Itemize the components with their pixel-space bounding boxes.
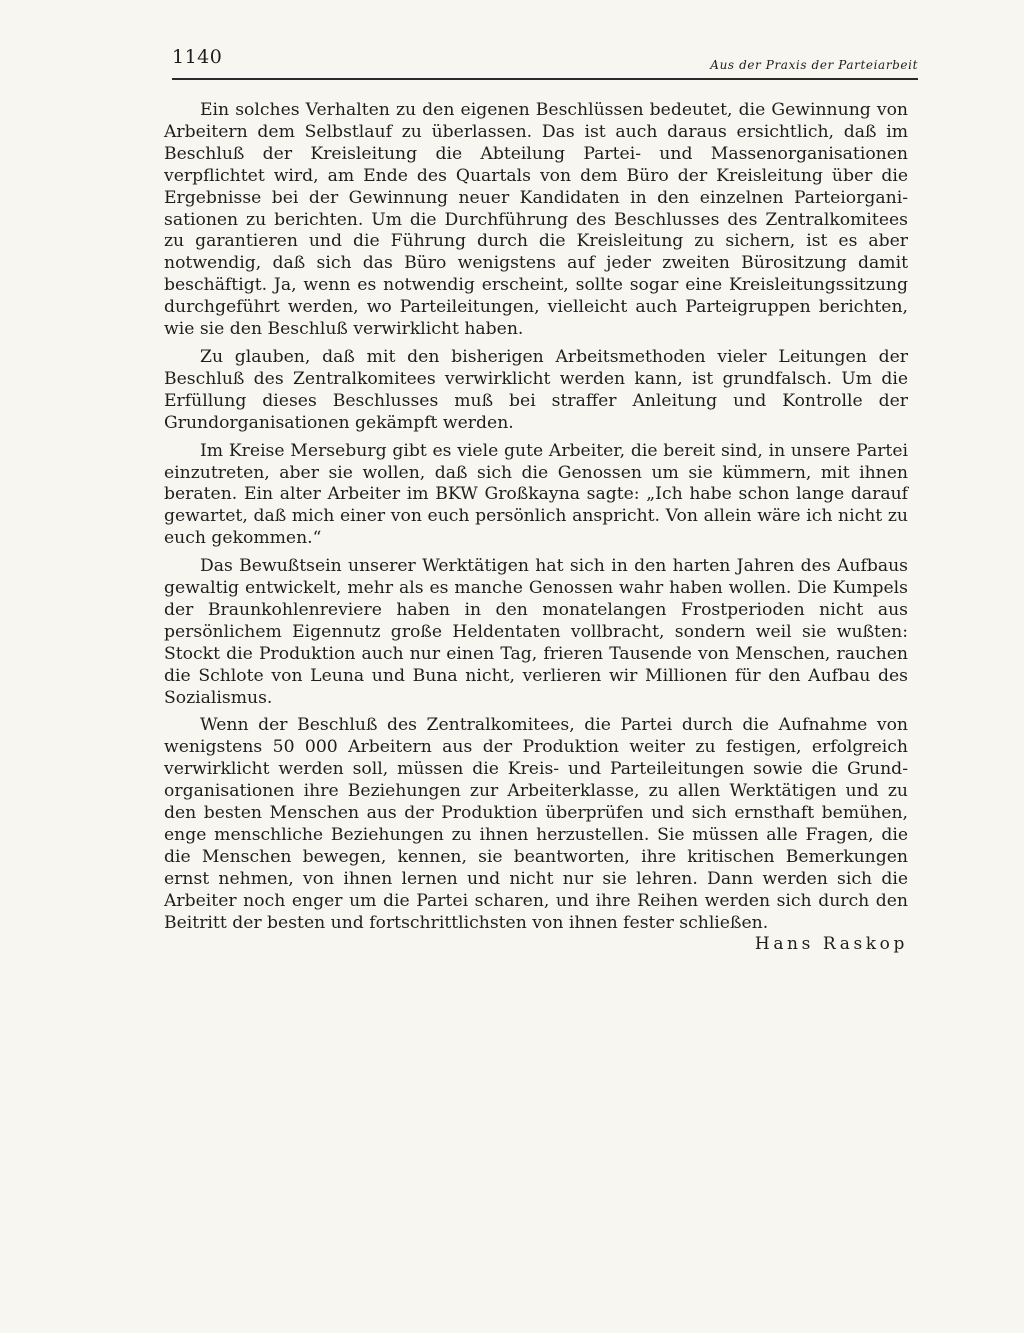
running-header [172, 44, 918, 80]
paragraph: Wenn der Beschluß des Zentralkomitees, die Partei durch die Aufnahme von wenigstens 50 000 Arbeitern aus der Produktion weiter zu festigen, erfolgreich verwirklicht werden soll, müssen die Kreis- und Parteileitungen sowie die Grundorganisationen ihre Beziehungen zur Arbeiterklasse, zu allen Werktätigen und zu den besten Menschen aus der Produktion überprüfen und sich ernsthaft bemühen, enge menschliche Beziehungen zu ihnen herzustellen. Sie müssen alle Fragen, die die Menschen bewegen, kennen, sie beantworten, ihre kritischen Bemerkungen ernst nehmen, von ihnen lernen und nicht nur sie lehren. Dann werden sich die Arbeiter noch enger um die Partei scharen, und ihre Reihen werden sich durch den Beitritt der besten und fortschrittlichsten von ihnen fester schließen. [164, 715, 908, 933]
author-signature: Hans Raskop [754, 933, 908, 954]
paragraph: Zu glauben, daß mit den bisherigen Arbeitsmethoden vieler Leitungen der Beschluß des Zentralkomitees verwirklicht werden kann, ist grundfalsch. Um die Erfüllung dieses Beschlusses muß bei straffer Anleitung und Kontrolle der Grundorganisationen gekämpft werden. [164, 346, 908, 433]
page-number: 1140 [172, 46, 223, 68]
paragraph: Das Bewußtsein unserer Werktätigen hat sich in den harten Jahren des Aufbaus gewaltig entwickelt, mehr als es manche Genossen wahr haben wollen. Die Kumpels der Braunkohlenreviere haben in den monatelangen Frostperioden nicht aus persönlichem Eigennutz große Heldentaten vollbracht, sondern weil sie wußten: Stockt die Produktion auch nur einen Tag, frieren Tausende von Menschen, rauchen die Schlote von Leuna und Buna nicht, verlieren wir Millionen für den Aufbau des Sozialismus. [164, 556, 908, 708]
paragraph: Ein solches Verhalten zu den eigenen Beschlüssen bedeutet, die Gewinnung von Arbeitern dem Selbstlauf zu überlassen. Das ist auch daraus ersichtlich, daß im Beschluß der Kreisleitung die Abteilung Partei- und Massenorganisationen verpflichtet wird, am Ende des Quartals von dem Büro der Kreisleitung über die Ergebnisse bei der Gewinnung neuer Kandidaten in den einzelnen Parteiorganisationen zu berichten. Um die Durchführung des Beschlusses des Zentralkomitees zu garantieren und die Führung durch die Kreisleitung zu sichern, ist es aber notwendig, daß sich das Büro wenigstens auf jeder zweiten Bürositzung damit beschäftigt. Ja, wenn es notwendig erscheint, sollte sogar eine Kreisleitungssitzung durchgeführt werden, wo Parteileitungen, vielleicht auch Parteigruppen berichten, wie sie den Beschluß verwirklicht haben. [164, 100, 908, 340]
section-title: Aus der Praxis der Parteiarbeit [710, 58, 918, 72]
article-body [164, 100, 908, 955]
paragraph: Im Kreise Merseburg gibt es viele gute Arbeiter, die bereit sind, in unsere Partei einzutreten, aber sie wollen, daß sich die Genossen um sie kümmern, mit ihnen beraten. Ein alter Arbeiter im BKW Großkayna sagte: „Ich habe schon lange darauf gewartet, daß mich einer von euch persönlich anspricht. Von allein wäre ich nicht zu euch gekommen.“ [164, 440, 908, 549]
